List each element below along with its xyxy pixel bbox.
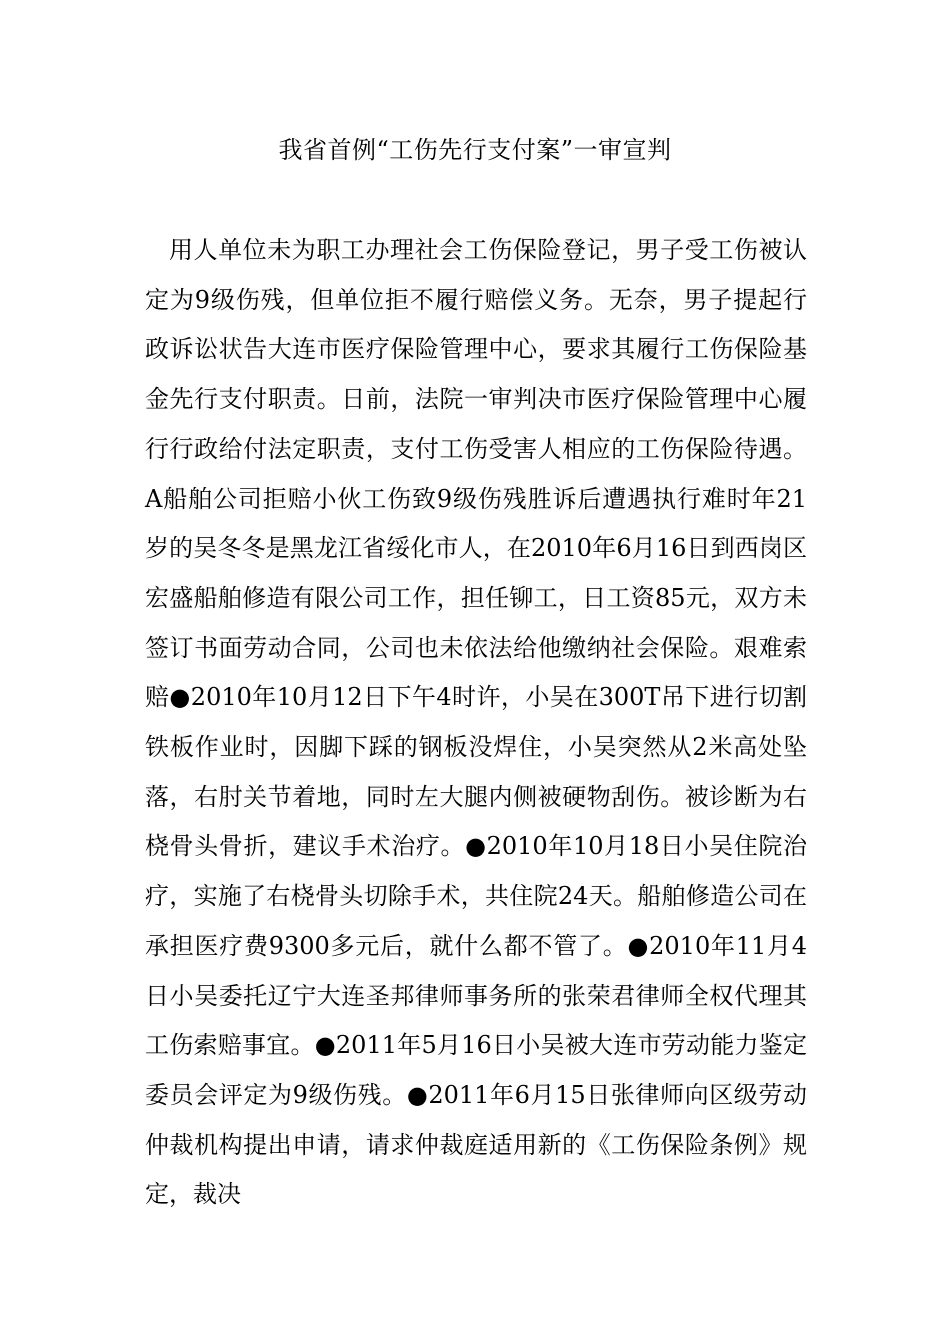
document-body: 用人单位未为职工办理社会工伤保险登记，男子受工伤被认定为9级伤残，但单位拒不履行赔偿义务。无奈，男子提起行政诉讼状告大连市医疗保险管理中心，要求其履行工伤保险基金先行支付职责。日前，法院一审判决市医疗保险管理中心履行行政给付法定职责，支付工伤受害人相应的工伤保险待遇。A船舶公司拒赔小伙工伤致9级伤残胜诉后遭遇执行难时年21岁的吴冬冬是黑龙江省绥化市人，在2010年6月16日到西岗区宏盛船舶修造有限公司工作，担任铆工，日工资85元，双方未签订书面劳动合同，公司也未依法给他缴纳社会保险。艰难索赔●2010年10月12日下午4时许，小吴在300T吊下进行切割铁板作业时，因脚下踩的钢板没焊住，小吴突然从2米高处坠落，右肘关节着地，同时左大腿内侧被硬物刮伤。被诊断为右桡骨头骨折，建议手术治疗。●2010年10月18日小吴住院治疗，实施了右桡骨头切除手术，共住院24天。船舶修造公司在承担医疗费9300多元后，就什么都不管了。●2010年11月4日小吴委托辽宁大连圣邦律师事务所的张荣君律师全权代理其工伤索赔事宜。●2011年5月16日小吴被大连市劳动能力鉴定委员会评定为9级伤残。●2011年6月15日张律师向区级劳动仲裁机构提出申请，请求仲裁庭适用新的《工伤保险条例》规定，裁决	[145, 236, 807, 1209]
document-title: 我省首例“工伤先行支付案”一审宣判	[278, 136, 672, 164]
